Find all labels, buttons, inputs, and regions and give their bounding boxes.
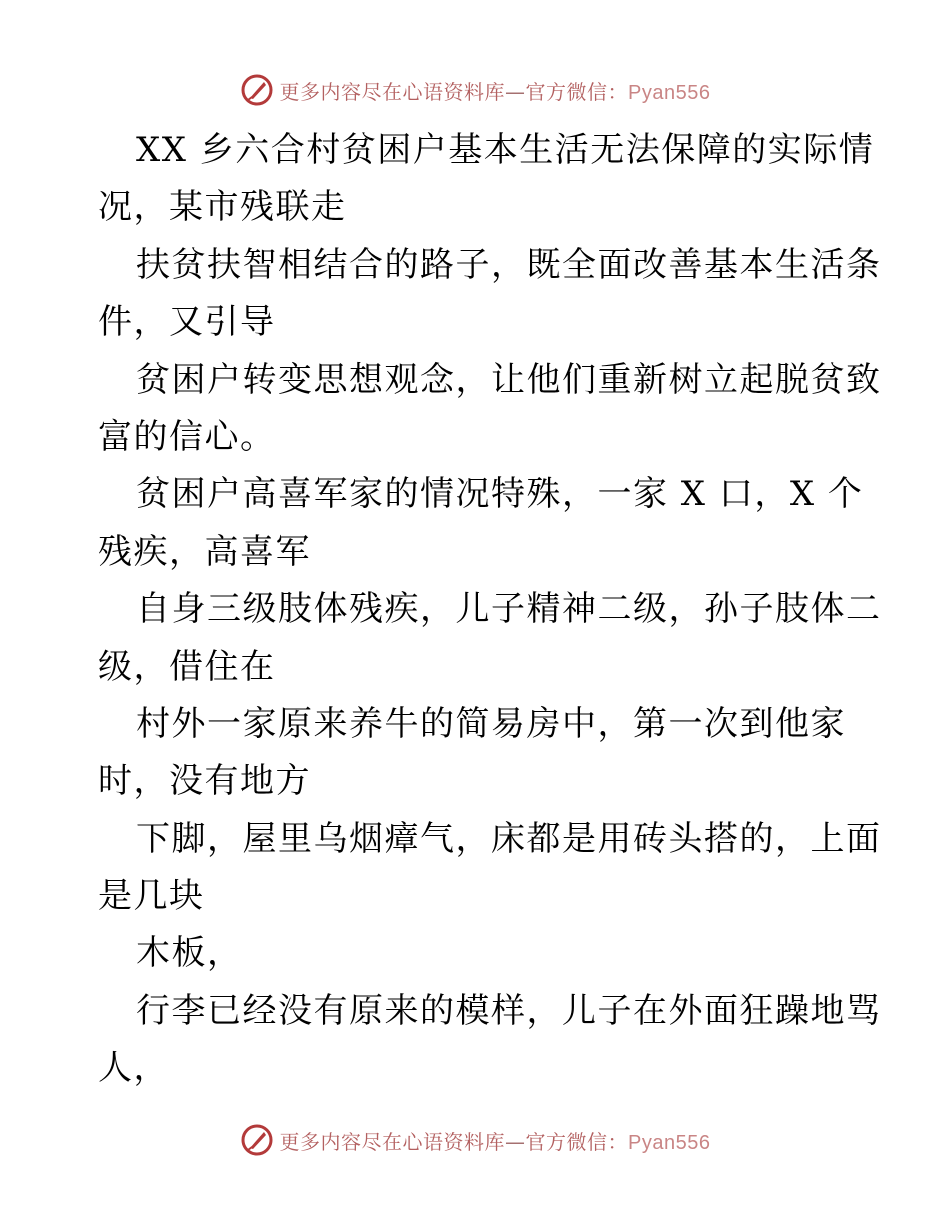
text-line: 残疾，高喜军 bbox=[98, 531, 311, 572]
text-line: 自身三级肢体残疾，儿子精神二级，孙子肢体二 bbox=[136, 589, 882, 630]
watermark-banner-bottom bbox=[0, 1120, 950, 1160]
text-line: 时，没有地方 bbox=[98, 761, 311, 802]
text-line: 富的信心。 bbox=[98, 416, 276, 457]
text-line: 贫困户转变思想观念，让他们重新树立起脱贫致 bbox=[136, 359, 882, 400]
text-line: 行李已经没有原来的模样，儿子在外面狂躁地骂 bbox=[136, 990, 882, 1031]
text-line: 村外一家原来养牛的简易房中，第一次到他家 bbox=[136, 703, 846, 744]
watermark-separator: — bbox=[505, 79, 526, 104]
text-line: 级，借住在 bbox=[98, 646, 276, 687]
text-line: XX 乡六合村贫困户基本生活无法保障的实际情 bbox=[136, 130, 875, 170]
document-body bbox=[98, 122, 882, 1098]
quill-logo-icon bbox=[240, 73, 274, 107]
watermark-label: 官方微信： bbox=[525, 79, 629, 104]
watermark-banner-top bbox=[0, 70, 950, 110]
watermark-separator: — bbox=[505, 1129, 526, 1154]
text-line: 件，又引导 bbox=[98, 302, 276, 343]
text-line: 贫困户高喜军家的情况特殊，一家 X 口，X 个 bbox=[136, 474, 864, 515]
watermark-handle: Pyan556 bbox=[628, 1131, 711, 1154]
text-line: 况，某市残联走 bbox=[98, 187, 347, 228]
watermark-text bbox=[280, 1126, 711, 1155]
watermark-site: 更多内容尽在心语资料库 bbox=[279, 79, 506, 104]
quill-logo-icon bbox=[240, 1123, 274, 1157]
watermark-site: 更多内容尽在心语资料库 bbox=[279, 1129, 506, 1154]
text-line: 是几块 bbox=[98, 876, 205, 917]
text-line: 木板， bbox=[136, 933, 243, 974]
watermark-text bbox=[280, 76, 711, 105]
text-line: 人， bbox=[98, 1048, 169, 1089]
text-line: 扶贫扶智相结合的路子，既全面改善基本生活条 bbox=[136, 244, 882, 285]
watermark-handle: Pyan556 bbox=[628, 81, 711, 104]
watermark-label: 官方微信： bbox=[525, 1129, 629, 1154]
text-line: 下脚，屋里乌烟瘴气，床都是用砖头搭的，上面 bbox=[136, 818, 882, 859]
